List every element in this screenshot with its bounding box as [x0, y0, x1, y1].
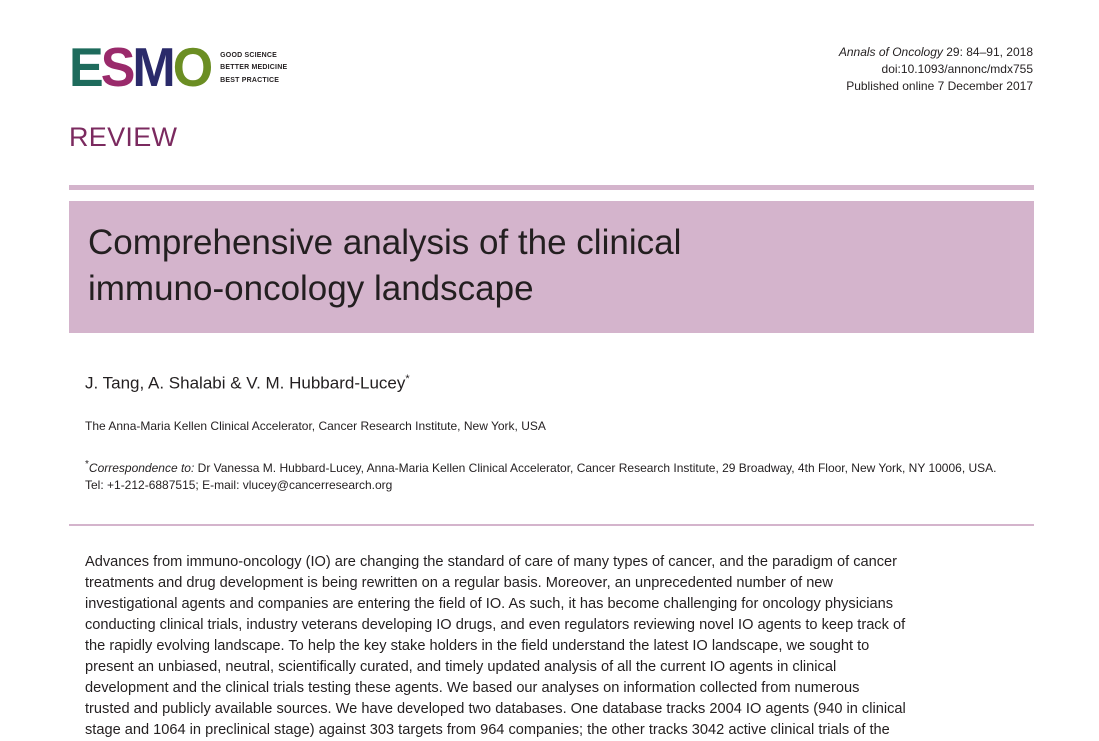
- abstract-line: trusted and publicly available sources. We have developed two databases. One database tracks 2004 IO agents (940 in clinical: [85, 701, 906, 717]
- author-list: [85, 373, 410, 394]
- correspondence-contact[interactable]: Tel: +1-212-6887515; E-mail: vlucey@cancerresearch.org: [85, 478, 393, 492]
- logo-letter-m: M: [132, 37, 173, 99]
- correspondence-text: Dr Vanessa M. Hubbard-Lucey, Anna-Maria Kellen Clinical Accelerator, Cancer Research Institute, 29 Broadway, 4th Floor, New York, NY 10006, USA.: [194, 461, 997, 475]
- logo-letter-o: O: [172, 37, 211, 99]
- journal-citation-line: [839, 44, 1033, 61]
- divider-middle: [69, 524, 1034, 526]
- abstract-line: treatments and drug development is being rewritten on a regular basis. Moreover, an unprecedented number of new: [85, 575, 833, 591]
- abstract-line: investigational agents and companies are entering the field of IO. As such, it has become challenging for oncology physicians: [85, 596, 894, 612]
- journal-name: Annals of Oncology: [838, 45, 943, 59]
- correspondence-address: [85, 456, 997, 477]
- article-title-line: Comprehensive analysis of the clinical: [88, 223, 682, 262]
- logo-tagline-line: GOOD SCIENCE: [220, 51, 278, 59]
- affiliation: The Anna-Maria Kellen Clinical Accelerator, Cancer Research Institute, New York, USA: [85, 419, 546, 433]
- abstract-line: present an unbiased, neutral, scientifically curated, and timely updated analysis of all the current IO agents in clinical: [85, 659, 837, 675]
- journal-citation: 29: 84–91, 2018: [942, 45, 1033, 59]
- abstract: [85, 552, 955, 741]
- divider-top: [69, 185, 1034, 190]
- author-names: J. Tang, A. Shalabi & V. M. Hubbard-Lucey: [85, 373, 406, 393]
- correspondence-mark: *: [85, 459, 89, 470]
- logo-wordmark: [69, 37, 211, 99]
- journal-info: [839, 44, 1033, 95]
- abstract-line: Advances from immuno-oncology (IO) are changing the standard of care of many types of cancer, and the paradigm of cancer: [85, 554, 898, 570]
- correspondence: [85, 456, 997, 494]
- abstract-line: conducting clinical trials, industry veterans developing IO drugs, and even regulators reviewing novel IO agents to keep track of: [85, 617, 906, 633]
- abstract-line: the rapidly evolving landscape. To help the key stake holders in the field understand the latest IO landscape, we sought to: [85, 638, 870, 654]
- correspondence-lead: Correspondence to:: [88, 461, 195, 475]
- article-title: [88, 220, 681, 312]
- logo-tagline-line: BETTER MEDICINE: [220, 64, 288, 71]
- title-banner: [69, 201, 1034, 333]
- article-title-line: immuno-oncology landscape: [88, 269, 534, 308]
- logo-tagline: [220, 50, 287, 88]
- esmo-logo: [69, 37, 288, 99]
- logo-tagline-line: BEST PRACTICE: [220, 76, 280, 84]
- journal-doi[interactable]: doi:10.1093/annonc/mdx755: [881, 62, 1033, 76]
- logo-letter-s: S: [100, 37, 133, 99]
- journal-published: Published online 7 December 2017: [846, 79, 1033, 93]
- section-label: REVIEW: [69, 122, 178, 152]
- logo-letter-e: E: [69, 37, 101, 99]
- abstract-line: stage and 1064 in preclinical stage) against 303 targets from 964 companies; the other tracks 3042 active clinical trials of the: [85, 722, 890, 738]
- abstract-line: development and the clinical trials testing these agents. We based our analyses on information collected from numerous: [85, 680, 860, 696]
- corresponding-mark: *: [405, 373, 410, 385]
